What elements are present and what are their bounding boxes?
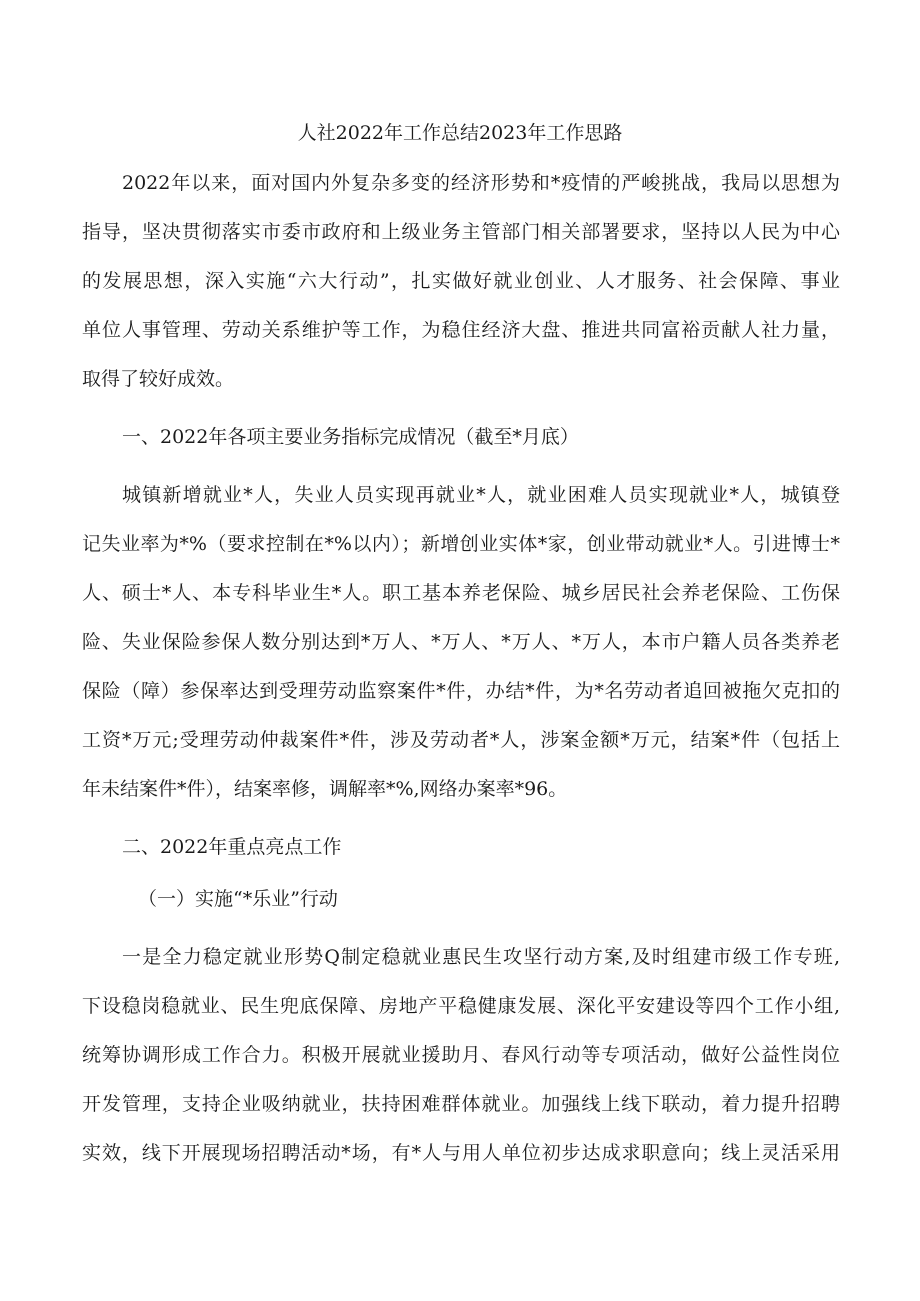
section2-line: 统筹协调形成工作合力。积极开展就业援助月、春风行动等专项活动，做好公益性岗位 [82,1044,840,1066]
section1-line: 年未结案件*件），结案率修，调解率*%,网络办案率*96。 [82,778,568,800]
section1-line: 城镇新增就业*人，失业人员实现再就业*人，就业困难人员实现就业*人，城镇登 [122,484,840,506]
section2-line: 一是全力稳定就业形势Q制定稳就业惠民生攻坚行动方案,及时组建市级工作专班, [122,946,840,968]
section-heading: 二、2022年重点亮点工作 [122,836,342,858]
section1-line: 工资*万元;受理劳动仲裁案件*件，涉及劳动者*人，涉案金额*万元，结案*件（包括上 [82,729,840,751]
intro-line: 单位人事管理、劳动关系维护等工作，为稳住经济大盘、推进共同富裕贡献人社力量， [82,319,840,341]
section-heading: 一、2022年各项主要业务指标完成情况（截至*月底） [122,426,579,448]
section2-line: 开发管理，支持企业吸纳就业，扶持困难群体就业。加强线上线下联动，着力提升招聘 [82,1093,840,1115]
document-title: 人社2022年工作总结2023年工作思路 [297,122,623,144]
section1-line: 人、硕士*人、本专科毕业生*人。职工基本养老保险、城乡居民社会养老保险、工伤保 [82,582,840,604]
section1-line: 险、失业保险参保人数分别达到*万人、*万人、*万人、*万人，本市户籍人员各类养老 [82,631,840,653]
intro-line: 的发展思想，深入实施“六大行动”，扎实做好就业创业、人才服务、社会保障、事业 [82,270,840,292]
intro-line: 指导，坚决贯彻落实市委市政府和上级业务主管部门相关部署要求，坚持以人民为中心 [82,221,840,243]
section2-line: 下设稳岗稳就业、民生兜底保障、房地产平稳健康发展、深化平安建设等四个工作小组, [82,995,840,1017]
section2-line: 实效，线下开展现场招聘活动*场，有*人与用人单位初步达成求职意向；线上灵活采用 [82,1142,840,1164]
section1-line: 保险（障）参保率达到受理劳动监察案件*件，办结*件，为*名劳动者追回被拖欠克扣的 [82,680,840,702]
section-subheading: （一）实施“*乐业”行动 [138,888,338,910]
intro-line: 取得了较好成效。 [82,368,235,390]
section1-line: 记失业率为*%（要求控制在*%以内）；新增创业实体*家，创业带动就业*人。引进博士* [82,533,840,555]
intro-line: 2022年以来，面对国内外复杂多变的经济形势和*疫情的严峻挑战，我局以思想为 [122,172,840,194]
